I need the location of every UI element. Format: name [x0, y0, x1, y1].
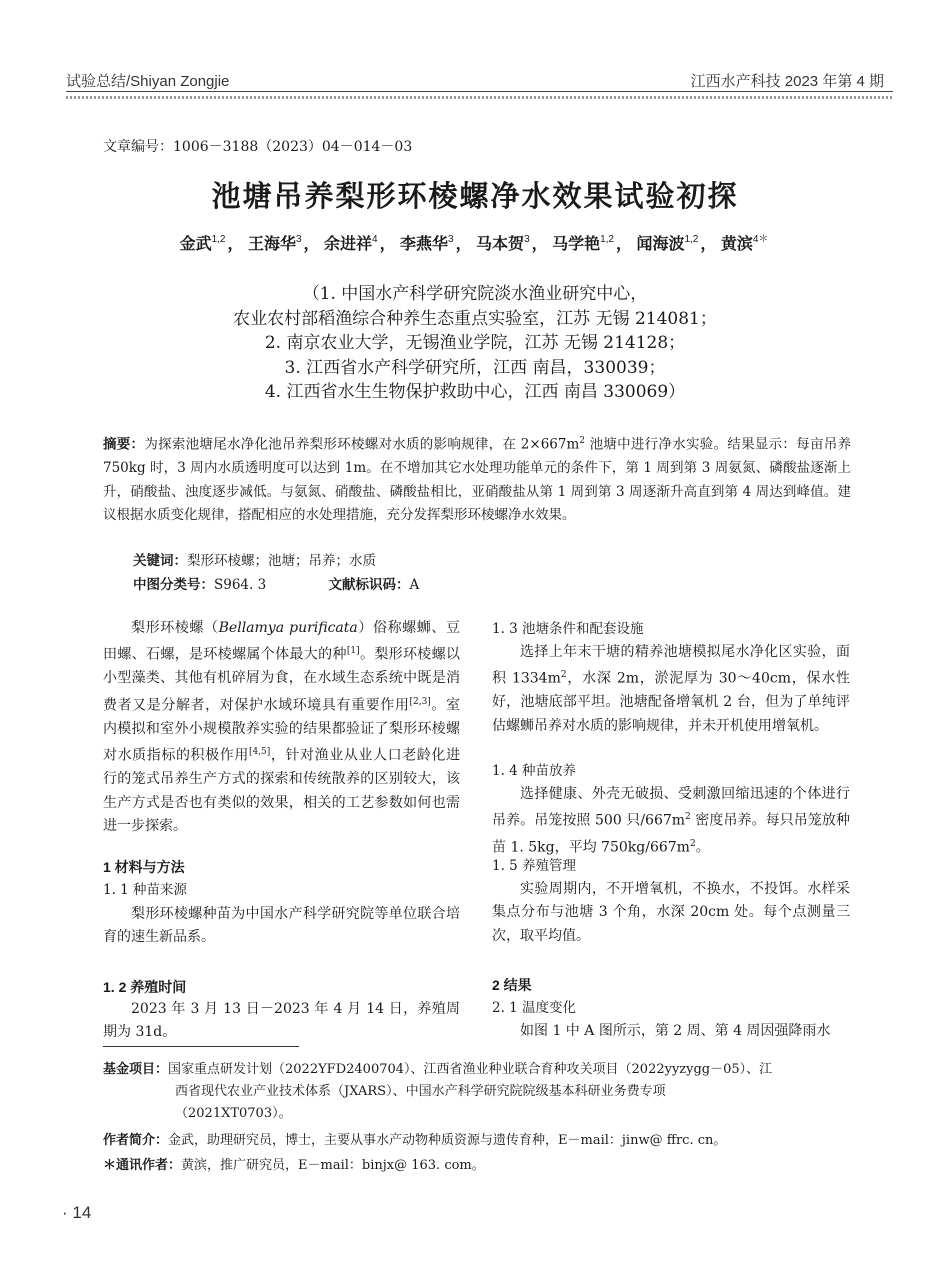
classification: 中图分类号：S964. 3 文献标识码：A: [133, 577, 420, 593]
affiliation-line: 农业农村部稻渔综合种养生态重点实验室，江苏 无锡 214081；: [233, 308, 717, 329]
abstract-label: 摘要：: [103, 436, 145, 452]
paragraph: 选择健康、外壳无破损、受刺激回缩迅速的个体进行吊养。吊笼按照 500 只$/667m^2$ 密度吊养。每只吊笼放种苗 1. 5kg，平均 $750kg/667m^2$。: [492, 786, 851, 857]
affiliations: [0, 282, 950, 405]
subsection-heading: 1. 3 池塘条件和配套设施: [492, 621, 644, 637]
fund-footnote: 基金项目：国家重点研发计划（2022YFD2400704）、江西省渔业种业联合育种攻关项目（2022yyzygg－05）、江 西省现代农业产业技术体系（JXARS）、中国水产科学研究院院级基本科研业务费专项 （2021XT0703）。: [103, 1061, 773, 1121]
header-rule: [66, 91, 893, 92]
header-dotted-rule: [66, 96, 893, 99]
page-number: · 14: [62, 1203, 92, 1222]
author: 马学艳$^{1,2}$: [552, 234, 614, 253]
paragraph: 实验周期内，不开增氧机，不换水，不投饵。水样采集点分布与池塘 3 个角，水深 20cm 处。每个点测量三次，取平均值。: [492, 881, 850, 944]
affiliation-line: （1. 中国水产科学研究院淡水渔业研究中心，: [302, 284, 648, 304]
author: 马本贺$^3$: [476, 234, 530, 253]
paragraph: 如图 1 中 A 图所示，第 2 周、第 4 周因强降雨水: [520, 1023, 831, 1039]
author: 黄滨$^{4*}$: [720, 234, 769, 253]
author: 闻海波$^{1,2}$: [636, 234, 699, 253]
running-header-right: 江西水产科技 2023 年第 4 期: [690, 73, 884, 90]
affiliation-line: 3. 江西省水产科学研究所，江西 南昌，330039；: [284, 357, 666, 378]
article-number: 文章编号：1006－3188（2023）04－014－03: [103, 139, 413, 155]
author: 李燕华$^3$: [400, 234, 454, 253]
paragraph: 选择上年末干塘的精养池塘模拟尾水净化区实验，面积 $1334m^2$，水深 2m，淤泥厚为 30～40cm，保水性好，池塘底部平坦。池塘配备增氧机 2 台，但为了单纯评估螺蛳吊养对水质的影响规律，并未开机使用增氧机。: [492, 644, 851, 734]
page-title: 池塘吊养梨形环棱螺净水效果试验初探: [211, 179, 739, 213]
author: 金武$^{1,2}$: [179, 234, 226, 253]
author: 王海华$^3$: [247, 234, 302, 253]
author-list: 金武$^{1,2}$ ， 王海华$^3$ ， 余进祥$^4$ ， 李燕华$^3$ ， 马本贺$^3$ ， 马学艳$^{1,2}$ ， 闻海波$^{1,2}$ ， 黄滨$^{4*}$: [179, 234, 769, 253]
abstract: 摘要：为探索池塘尾水净化池吊养梨形环棱螺对水质的影响规律，在 $2\times 667m^2$ 池塘中进行净水实验。结果显示：每亩吊养 750kg 时，3 周内水质透明度可以达到 1m。在不增加其它水处理功能单元的条件下，第 1 周到第 3 周氨氮、磷酸盐逐渐上升，硝酸盐、浊度逐步减低。与氨氮、硝酸盐、磷酸盐相比，亚硝酸盐从第 1 周到第 3 周逐渐升高直到第 4 周达到峰值。建议根据水质变化规律，搭配相应的水处理措施，充分发挥梨形环棱螺净水效果。: [103, 436, 851, 523]
left-column-intro: [103, 617, 460, 839]
paragraph: 梨形环棱螺种苗为中国水产科学研究院等单位联合培育的速生新品系。: [103, 906, 460, 946]
corresponding-author-footnote: ＊通讯作者：黄滨，推广研究员，E－mail：binjx@ 163. com。: [103, 1157, 485, 1173]
section-heading: 2 结果: [492, 977, 532, 993]
subsection-heading: 1. 4 种苗放养: [492, 763, 577, 779]
subsection-heading: 1. 1 种苗来源: [103, 882, 188, 898]
affiliation-line: 2. 南京农业大学，无锡渔业学院，江苏 无锡 214128；: [264, 333, 686, 353]
running-header-left: 试验总结/Shiyan Zongjie: [66, 73, 230, 90]
footnote-rule: [103, 1046, 299, 1047]
subsection-heading: 1. 2 养殖时间: [103, 979, 187, 995]
subsection-heading: 1. 5 养殖管理: [492, 858, 577, 874]
author: 余进祥$^4$: [323, 234, 378, 253]
keywords: 关键词：梨形环棱螺；池塘；吊养；水质: [133, 553, 376, 569]
subsection-heading: 2. 1 温度变化: [492, 1000, 577, 1016]
affiliation-line: 4. 江西省水生生物保护救助中心，江西 南昌 330069）: [264, 382, 686, 402]
paragraph: 2023 年 3 月 13 日－2023 年 4 月 14 日，养殖周期为 31d。: [103, 1001, 460, 1041]
author-footnote: 作者简介：金武，助理研究员，博士，主要从事水产动物种质资源与遗传育种，E－mail：jinw@ ffrc. cn。: [103, 1132, 727, 1148]
intro-paragraph: 梨形环棱螺（Bellamya purificata）俗称螺蛳、豆田螺、石螺，是环棱螺属个体最大的种[1]。梨形环棱螺以小型藻类、其他有机碎屑为食，在水域生态系统中既是消费者又是分解者，对保护水域环境具有重要作用[2,3]。室内模拟和室外小规模散养实验的结果都验证了梨形环棱螺对水质指标的积极作用[4,5]，针对渔业从业人口老龄化进行的笼式吊养生产方式的探索和传统散养的区别较大，该生产方式是否也有类似的效果，相关的工艺参数如何也需进一步探索。: [103, 620, 460, 835]
section-heading: 1 材料与方法: [103, 859, 185, 875]
